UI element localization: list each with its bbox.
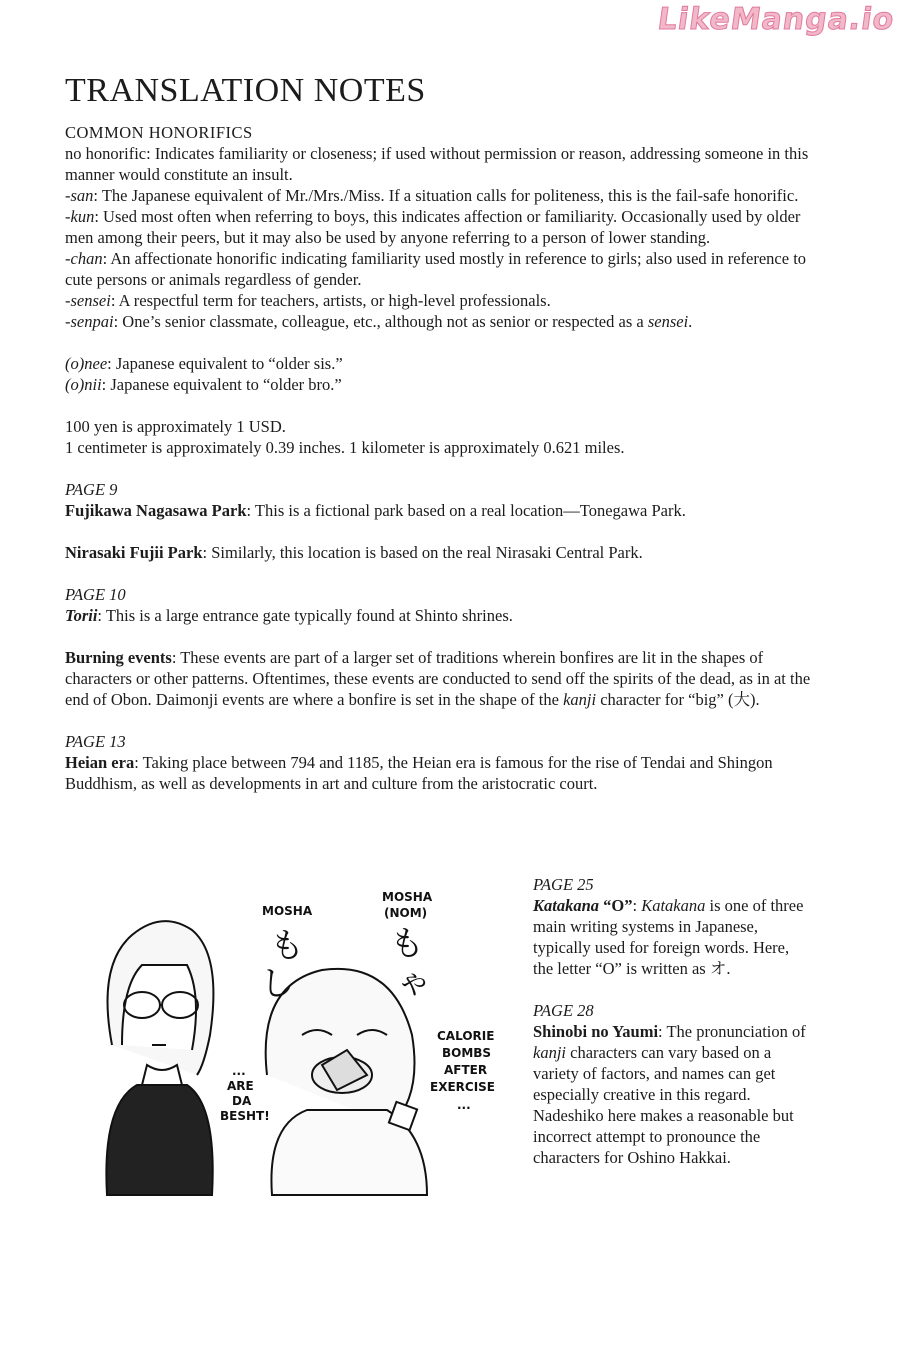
sfx-nom: (NOM) [384,906,428,920]
honorific-sensei: -sensei: A respectful term for teachers, artists, or high-level professionals. [65,291,551,310]
speech-left-line: ... [232,1064,246,1078]
illustration-svg [92,875,512,1200]
page9-label: PAGE 9 [65,480,118,499]
conversion-units: 1 centimeter is approximately 0.39 inches. 1 kilometer is approximately 0.621 miles. [65,438,625,457]
speech-right-line: EXERCISE [430,1080,495,1094]
page10-label: PAGE 10 [65,585,126,604]
honorific-kun: -kun: Used most often when referring to boys, this indicates affection or familiarity. Occasionally used by older men among their peers, but it may also be used by anyone referring to a person of lower standing. [65,207,801,247]
page10-note-2: Burning events: These events are part of a larger set of traditions wherein bonfires are lit in the shapes of characters or other patterns. Oftentimes, these events are conducted to send off the spirits of the dead, as in at the end of Obon. Daimonji events are where a bonfire is set in the shape of the kanji character for “big” (大). [65,648,811,709]
page-title: TRANSLATION NOTES [65,72,426,109]
speech-left-line: BESHT! [220,1109,270,1123]
speech-right-line: ... [457,1098,471,1112]
honorific-senpai: -senpai: One’s senior classmate, colleague, etc., although not as senior or respected as a sensei. [65,312,693,331]
speech-right [430,1029,495,1112]
page25-label: PAGE 25 [533,875,594,894]
page28-label: PAGE 28 [533,1001,594,1020]
sfx-kana-right-2: ゃ [397,962,431,1002]
conversion-yen: 100 yen is approximately 1 USD. [65,417,286,436]
watermark-logo: LikeManga.io [655,2,897,37]
honorifics-heading: COMMON HONORIFICS [65,123,253,142]
notes-content [65,70,825,794]
speech-left-line: DA [232,1094,252,1108]
speech-right-line: CALORIE [437,1029,495,1043]
honorific-chan: -chan: An affectionate honorific indicating familiarity used mostly in reference to girls; also used in reference to cute persons or animals regardless of gender. [65,249,807,289]
page10-note-1: Torii: This is a large entrance gate typically found at Shinto shrines. [65,606,513,625]
speech-left-line: ARE [227,1079,254,1093]
sibling-nii: (o)nii: Japanese equivalent to “older bro.” [65,375,342,394]
manga-illustration [92,875,512,1200]
honorific-none: no honorific: Indicates familiarity or closeness; if used without permission or reason, addressing someone in this manner would constitute an insult. [65,144,809,184]
sfx-mosha-right: MOSHA [382,890,433,904]
page28-note: Shinobi no Yaumi: The pronunciation of kanji characters can vary based on a variety of factors, and names can get especially creative in this regard. Nadeshiko here makes a reasonable but incorrect attempt to pronounce the characters for Oshino Hakkai. [533,1022,806,1167]
sfx-kana-right-1: も [390,924,424,964]
speech-left [220,1064,270,1123]
speech-right-line: AFTER [444,1063,488,1077]
page25-note: Katakana “O”: Katakana is one of three main writing systems in Japanese, typically used for foreign words. Here, the letter “O” is written as オ. [533,896,804,978]
page9-note-1: Fujikawa Nagasawa Park: This is a fictional park based on a real location—Tonegawa Park. [65,501,686,520]
sfx-kana-left-2: し [260,964,294,1004]
sfx-kana-left-1: も [270,926,304,966]
sfx-mosha-left: MOSHA [262,904,313,918]
sibling-nee: (o)nee: Japanese equivalent to “older sis.” [65,354,343,373]
page13-note-1: Heian era: Taking place between 794 and 1185, the Heian era is famous for the rise of Tendai and Shingon Buddhism, as well as developments in art and culture from the aristocratic court. [65,753,773,793]
page13-label: PAGE 13 [65,732,126,751]
honorific-san: -san: The Japanese equivalent of Mr./Mrs./Miss. If a situation calls for politeness, this is the fail-safe honorific. [65,186,799,205]
page9-note-2: Nirasaki Fujii Park: Similarly, this location is based on the real Nirasaki Central Park. [65,543,643,562]
side-notes [533,874,813,1168]
speech-right-line: BOMBS [442,1046,492,1060]
left-girl-figure [106,921,213,1195]
